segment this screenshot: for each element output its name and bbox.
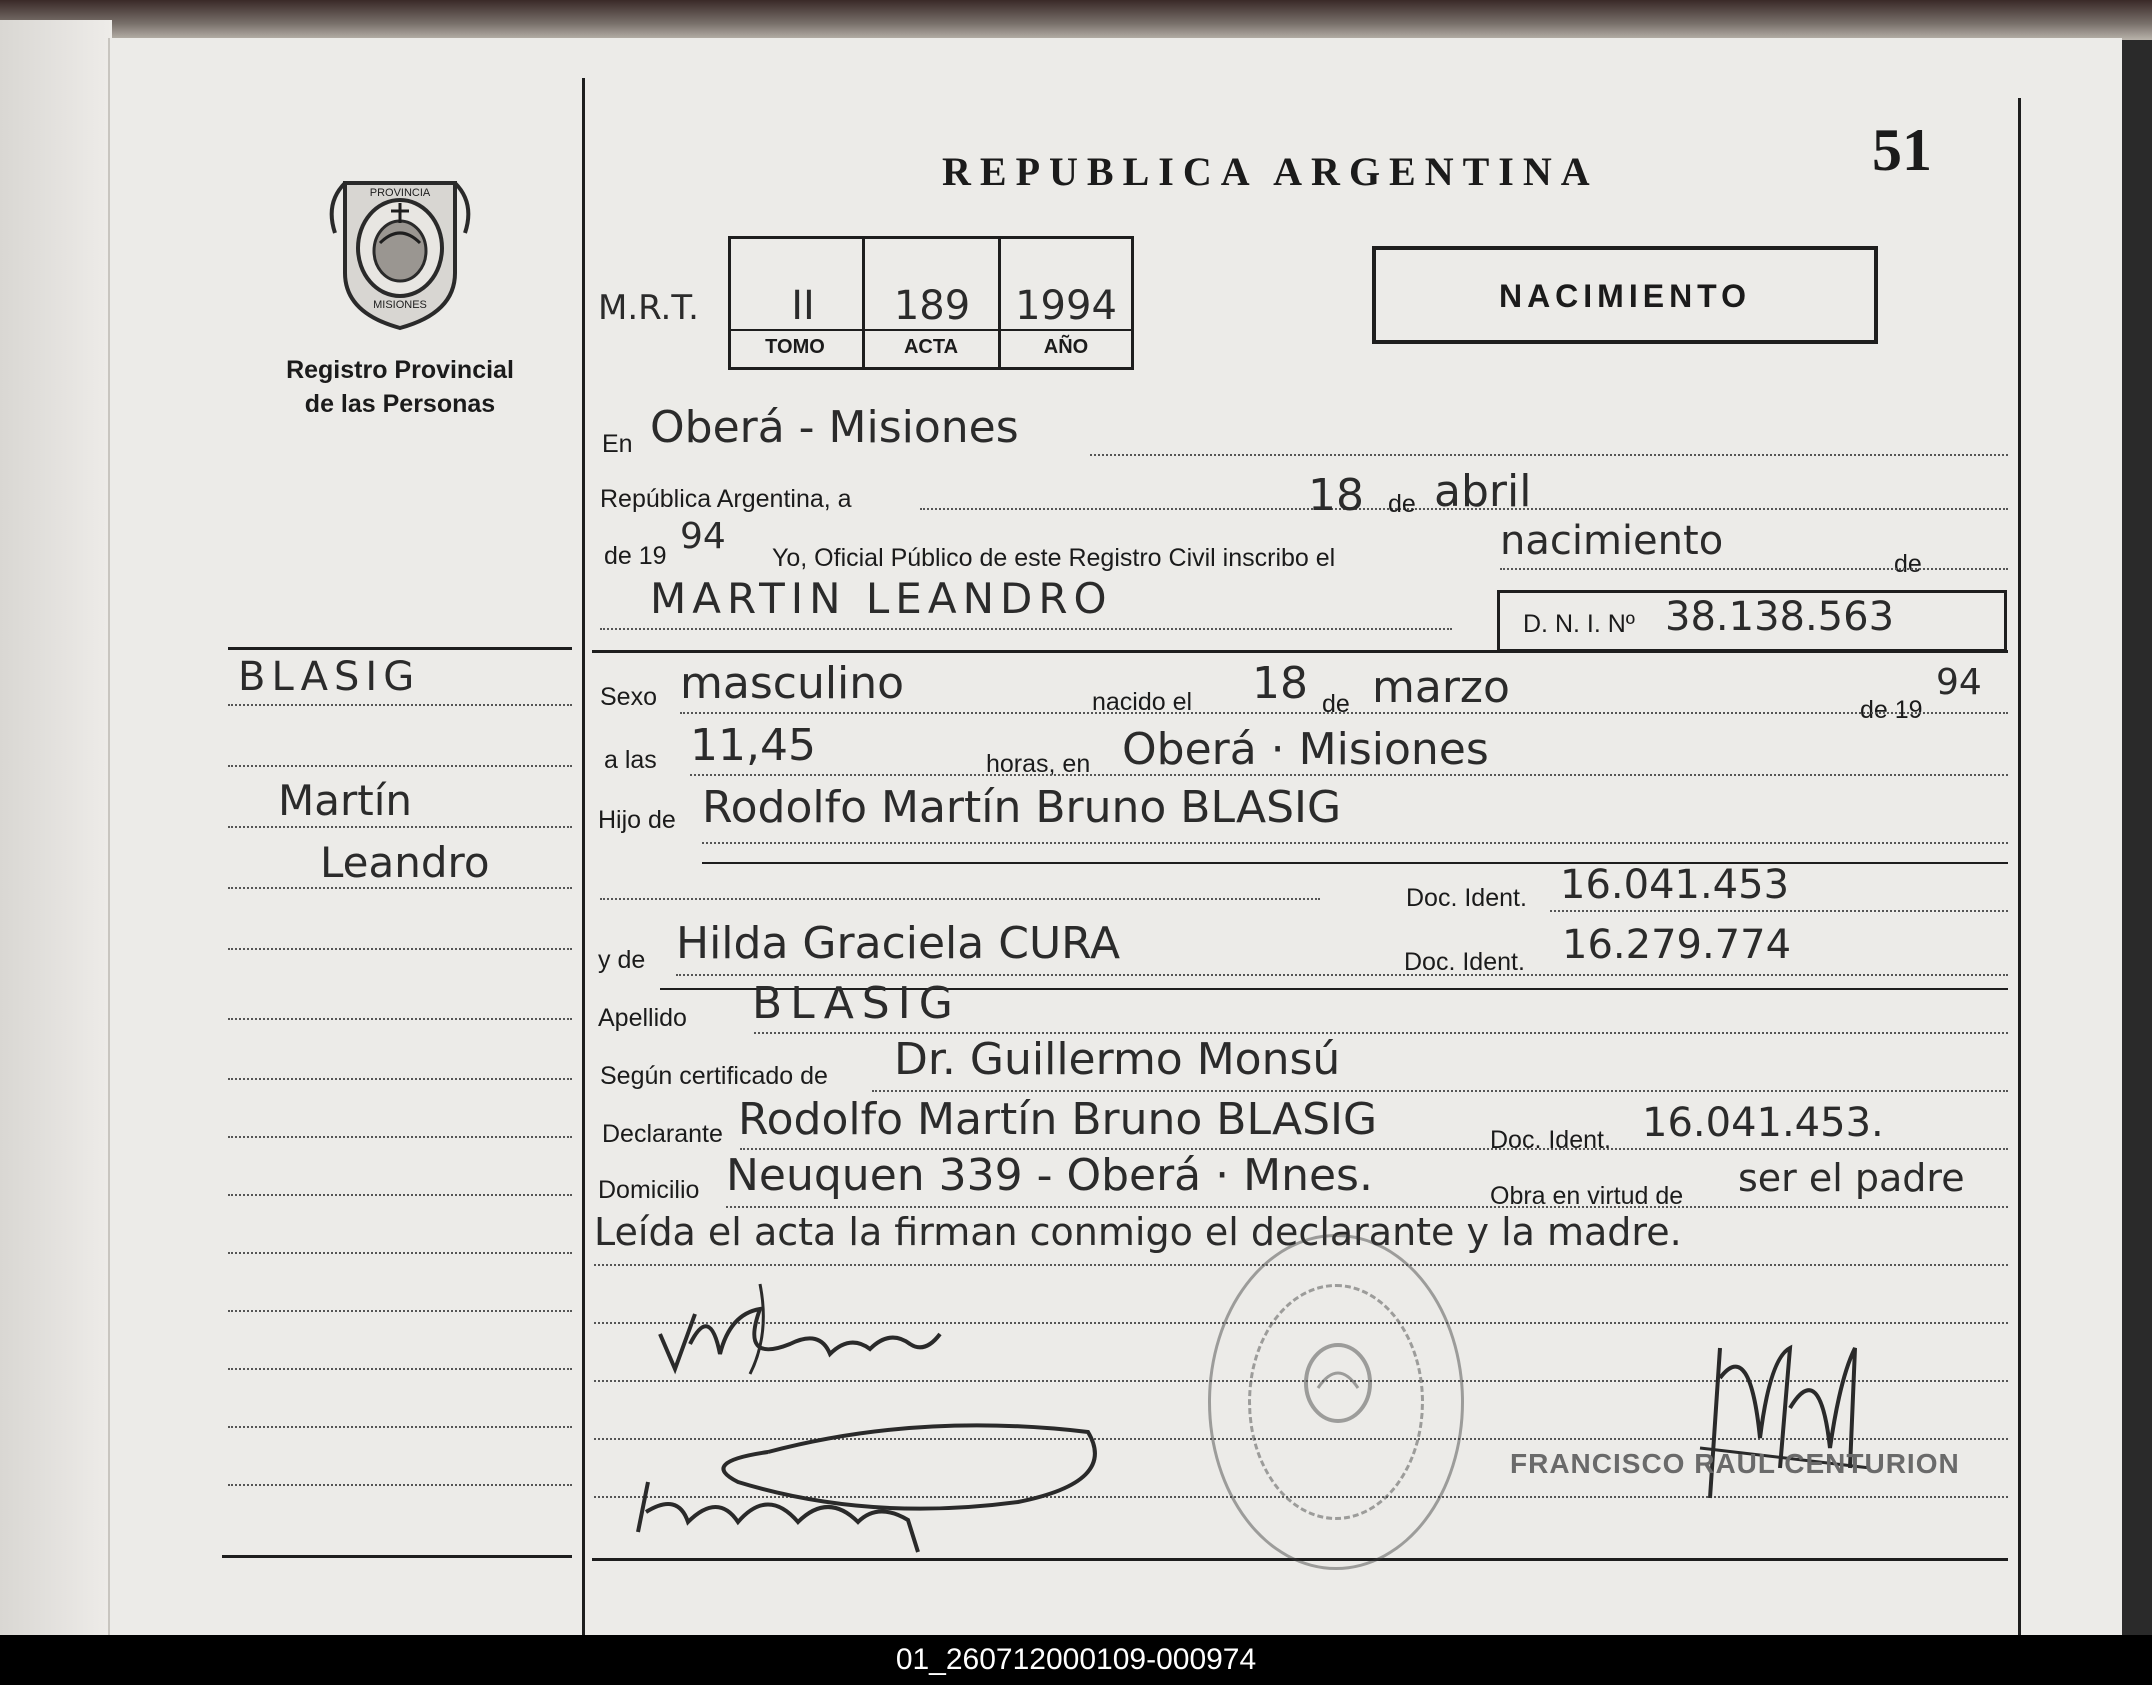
day-value: 18 xyxy=(1308,470,1364,521)
rule-father xyxy=(702,862,2008,864)
margin-surname: BLASIG xyxy=(238,654,421,700)
anio-label: AÑO xyxy=(1043,336,1089,358)
margin-dotted-line-13 xyxy=(228,1426,572,1428)
domicilio-dotted-line xyxy=(726,1206,2008,1208)
yde-label: y de xyxy=(598,946,646,974)
margin-dotted-line-7 xyxy=(228,1078,572,1080)
registry-name-line2: de las Personas xyxy=(304,390,496,418)
mother-doc-value: 16.279.774 xyxy=(1562,922,1792,968)
country-title: REPUBLICA ARGENTINA xyxy=(942,149,1599,194)
margin-dotted-line-2 xyxy=(228,765,572,767)
margin-dotted-line-11 xyxy=(228,1310,572,1312)
father-doc-label: Doc. Ident. xyxy=(1406,884,1527,912)
cert-value: Dr. Guillermo Monsú xyxy=(894,1034,1341,1085)
record-type-label: NACIMIENTO xyxy=(1498,278,1752,314)
father-doc-value: 16.041.453 xyxy=(1560,862,1790,908)
official-name: FRANCISCO RAUL CENTURION xyxy=(1510,1448,1960,1479)
sexo-dotted-line xyxy=(680,712,2008,714)
birth-year-value: 94 xyxy=(1936,662,1982,703)
nacido-label: nacido el xyxy=(1092,688,1193,716)
horas-label: horas, en xyxy=(986,750,1091,778)
margin-dotted-line-3 xyxy=(228,826,572,828)
hijo-label: Hijo de xyxy=(598,806,676,834)
yo-dotted-line xyxy=(1500,568,2008,570)
margin-first-name: Martín xyxy=(278,776,412,825)
margin-dotted-line-5 xyxy=(228,948,572,950)
right-border xyxy=(2018,98,2021,1635)
acta-label: ACTA xyxy=(903,336,959,358)
page-number: 51 xyxy=(1872,117,1932,183)
image-caption: 01_260712000109-000974 xyxy=(0,1635,2152,1685)
sexo-label: Sexo xyxy=(600,683,657,711)
document-page xyxy=(108,38,2122,1635)
province-seal-icon xyxy=(325,163,475,333)
de-end-label: de xyxy=(1894,550,1922,578)
declarante-value: Rodolfo Martín Bruno BLASIG xyxy=(738,1094,1378,1145)
dni-value: 38.138.563 xyxy=(1665,594,1895,640)
column-divider xyxy=(582,78,585,1635)
birth-day-value: 18 xyxy=(1252,658,1308,709)
place-value: Oberá - Misiones xyxy=(650,402,1019,453)
father-value: Rodolfo Martín Bruno BLASIG xyxy=(702,782,1342,833)
sexo-value: masculino xyxy=(680,658,905,709)
margin-dotted-line-4 xyxy=(228,887,572,889)
reference-prefix: M.R.T. xyxy=(598,288,699,328)
margin-dotted-line-9 xyxy=(228,1194,572,1196)
domicilio-label: Domicilio xyxy=(598,1176,700,1204)
margin-dotted-line-6 xyxy=(228,1018,572,1020)
mother-signature xyxy=(618,1382,1138,1562)
republica-label: República Argentina, a xyxy=(600,485,852,513)
anio-value: 1994 xyxy=(1015,283,1117,329)
tomo-label: TOMO xyxy=(765,336,825,358)
en-dotted-line xyxy=(1090,454,2008,456)
birth-month-value: marzo xyxy=(1372,662,1510,713)
margin-dotted-line-14 xyxy=(228,1484,572,1486)
father-doc-blank-line xyxy=(600,898,1320,900)
month-value: abril xyxy=(1434,466,1532,517)
de19-label: de 19 xyxy=(604,542,667,570)
margin-bottom-rule xyxy=(222,1555,572,1558)
apellido-label: Apellido xyxy=(598,1004,687,1032)
hijo-dotted-line xyxy=(702,842,2008,844)
birth-de-label: de xyxy=(1322,690,1350,718)
birth-place-value: Oberá · Misiones xyxy=(1122,724,1489,775)
stamp-emblem-icon xyxy=(1298,1338,1378,1428)
margin-dotted-line-8 xyxy=(228,1136,572,1138)
cert-dotted-line xyxy=(872,1090,2008,1092)
mother-doc-label: Doc. Ident. xyxy=(1404,948,1525,976)
name-dotted-line xyxy=(600,628,1452,630)
closing-text: Leída el acta la firman conmigo el declarante y la madre. xyxy=(594,1210,1682,1254)
obra-value: ser el padre xyxy=(1738,1156,1965,1200)
declarante-doc-label: Doc. Ident. xyxy=(1490,1126,1611,1154)
yo-label: Yo, Oficial Público de este Registro Civil inscribo el xyxy=(772,544,1336,572)
declarante-doc-value: 16.041.453. xyxy=(1642,1100,1884,1146)
time-value: 11,45 xyxy=(690,720,816,771)
seal-bottom-text: MISIONES xyxy=(373,299,427,311)
inscription-value: nacimiento xyxy=(1500,518,1724,564)
margin-dotted-line-10 xyxy=(228,1252,572,1254)
domicilio-value: Neuquen 339 - Oberá · Mnes. xyxy=(726,1150,1373,1201)
day-de-label: de xyxy=(1388,490,1416,518)
margin-dotted-line-1 xyxy=(228,704,572,706)
year-value: 94 xyxy=(680,516,726,557)
margin-dotted-line-12 xyxy=(228,1368,572,1370)
alas-label: a las xyxy=(604,746,657,774)
yde-dotted-line xyxy=(676,974,2008,976)
declarante-label: Declarante xyxy=(602,1120,723,1148)
seal-top-text: PROVINCIA xyxy=(369,187,431,199)
declarant-signature xyxy=(650,1274,1010,1394)
left-page-edge xyxy=(0,20,112,1635)
cert-label: Según certificado de xyxy=(600,1062,828,1090)
margin-top-rule xyxy=(228,647,572,650)
alas-dotted-line xyxy=(690,774,2008,776)
birth-de19-label: de 19 xyxy=(1860,696,1923,724)
mother-value: Hilda Graciela CURA xyxy=(676,918,1121,969)
acta-value: 189 xyxy=(893,283,971,329)
registry-name-line1: Registro Provincial xyxy=(286,356,514,384)
tomo-value: II xyxy=(791,283,815,329)
full-name-value: MARTIN LEANDRO xyxy=(650,574,1113,623)
book-spine-top xyxy=(0,0,2152,40)
obra-label: Obra en virtud de xyxy=(1490,1182,1684,1210)
apellido-value: BLASIG xyxy=(752,978,961,1029)
father-doc-dotted-line xyxy=(1550,910,2008,912)
reference-label-line xyxy=(728,329,1134,331)
en-label: En xyxy=(602,430,633,458)
margin-second-name: Leandro xyxy=(320,838,490,887)
dni-label: D. N. I. Nº xyxy=(1523,610,1635,638)
